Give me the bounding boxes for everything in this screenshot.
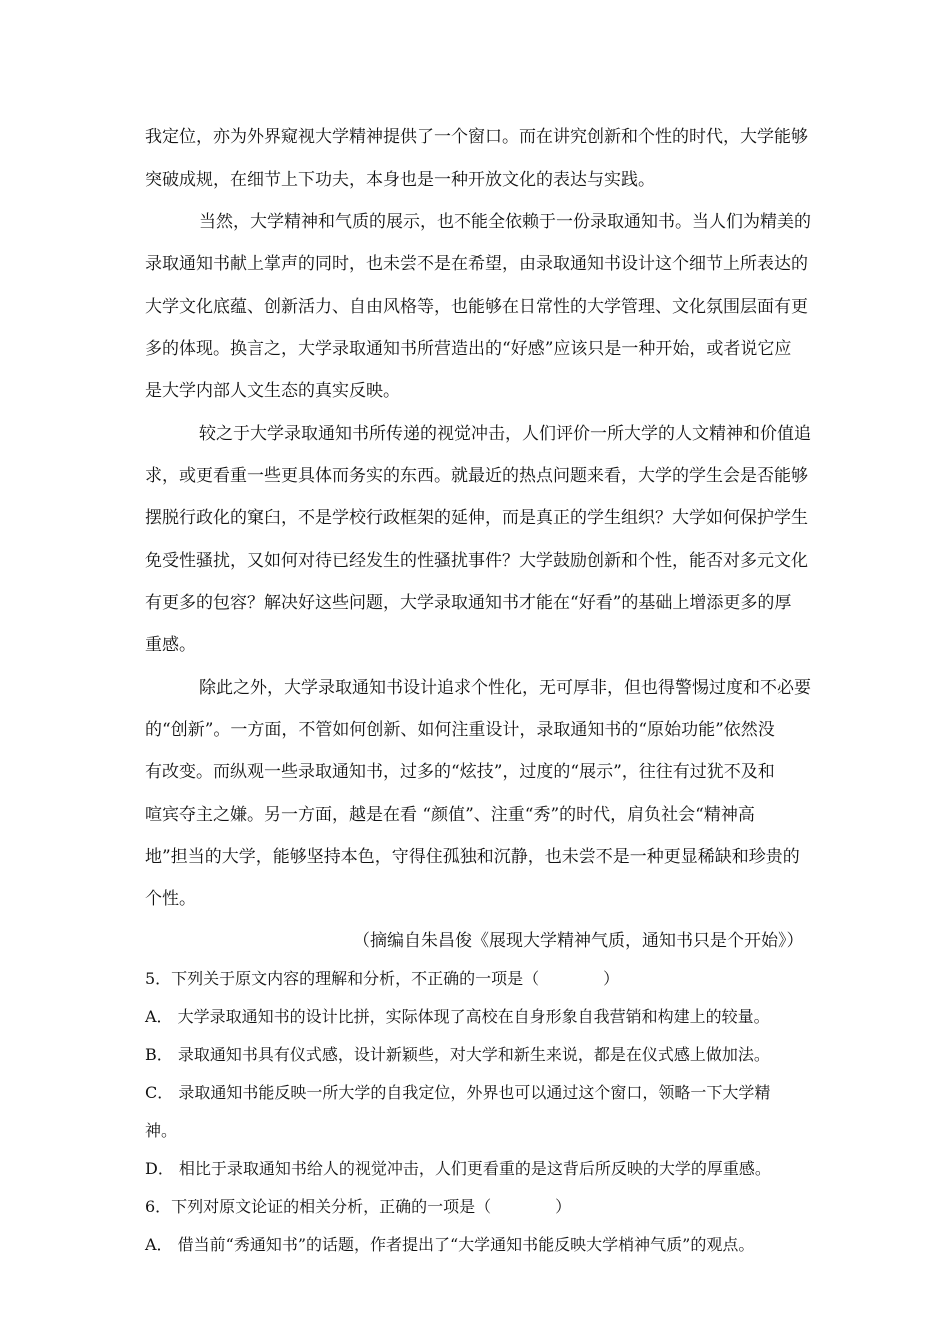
text-line: 喧宾夺主之嫌。另一方面，越是在看 “颜值”、注重“秀”的时代，肩负社会“精神高 xyxy=(145,805,755,825)
text-line: 是大学内部人文生态的真实反映。 xyxy=(145,381,400,401)
question-5-option-a: A． 大学录取通知书的设计比拼，实际体现了高校在自身形象自我营销和构建上的较量。 xyxy=(145,1007,770,1026)
text-line: 地”担当的大学，能够坚持本色，守得住孤独和沉静，也未尝不是一种更显稀缺和珍贵的 xyxy=(145,847,800,867)
text-line: 个性。 xyxy=(145,889,196,909)
question-5-option-b: B． 录取通知书具有仪式感，设计新颖些，对大学和新生来说，都是在仪式感上做加法。 xyxy=(145,1045,770,1064)
text-line: 的“创新”。一方面，不管如何创新、如何注重设计，录取通知书的“原始功能”依然没 xyxy=(145,720,775,740)
question-5-stem: 5．下列关于原文内容的理解和分析，不正确的一项是（ ） xyxy=(145,969,620,988)
question-5-option-d: D． 相比于录取通知书给人的视觉冲击，人们更看重的是这背后所反映的大学的厚重感。 xyxy=(145,1159,771,1178)
source-citation: （摘编自朱昌俊《展现大学精神气质，通知书只是个开始》） xyxy=(353,931,804,951)
question-6-option-a: A． 借当前“秀通知书”的话题，作者提出了“大学通知书能反映大学梢神气质”的观点。 xyxy=(145,1235,755,1254)
text-line: 录取通知书献上掌声的同时，也未尝不是在希望，由录取通知书设计这个细节上所表达的 xyxy=(145,254,808,274)
text-line: 重感。 xyxy=(145,635,196,655)
text-line: 有更多的包容？解决好这些问题，大学录取通知书才能在“好看”的基础上增添更多的厚 xyxy=(145,593,792,613)
text-line: 大学文化底蕴、创新活力、自由风格等，也能够在日常性的大学管理、文化氛围层面有更 xyxy=(145,297,808,317)
text-line: 求，或更看重一些更具体而务实的东西。就最近的热点问题来看，大学的学生会是否能够 xyxy=(145,466,808,486)
question-6-stem: 6．下列对原文论证的相关分析，正确的一项是（ ） xyxy=(145,1197,572,1216)
text-line: 突破成规，在细节上下功夫，本身也是一种开放文化的表达与实践。 xyxy=(145,170,655,190)
text-line: 免受性骚扰，又如何对待已经发生的性骚扰事件？大学鼓励创新和个性，能否对多元文化 xyxy=(145,551,808,571)
text-line: 我定位，亦为外界窥视大学精神提供了一个窗口。而在讲究创新和个性的时代，大学能够 xyxy=(145,127,808,147)
paragraph-start-line: 较之于大学录取通知书所传递的视觉冲击，人们评价一所大学的人文精神和价值追 xyxy=(199,424,811,444)
paragraph-start-line: 除此之外，大学录取通知书设计追求个性化，无可厚非，但也得警惕过度和不必要 xyxy=(199,678,811,698)
question-5-option-c-continued: 神。 xyxy=(145,1121,178,1140)
paragraph-start-line: 当然，大学精神和气质的展示，也不能全依赖于一份录取通知书。当人们为精美的 xyxy=(199,212,811,232)
text-line: 有改变。而纵观一些录取通知书，过多的“炫技”，过度的“展示”，往往有过犹不及和 xyxy=(145,762,775,782)
text-line: 摆脱行政化的窠臼，不是学校行政框架的延伸，而是真正的学生组织？大学如何保护学生 xyxy=(145,508,808,528)
question-5-option-c: C． 录取通知书能反映一所大学的自我定位，外界也可以通过这个窗口，领略一下大学精 xyxy=(145,1083,771,1102)
text-line: 多的体现。换言之，大学录取通知书所营造出的“好感”应该只是一种开始，或者说它应 xyxy=(145,339,792,359)
